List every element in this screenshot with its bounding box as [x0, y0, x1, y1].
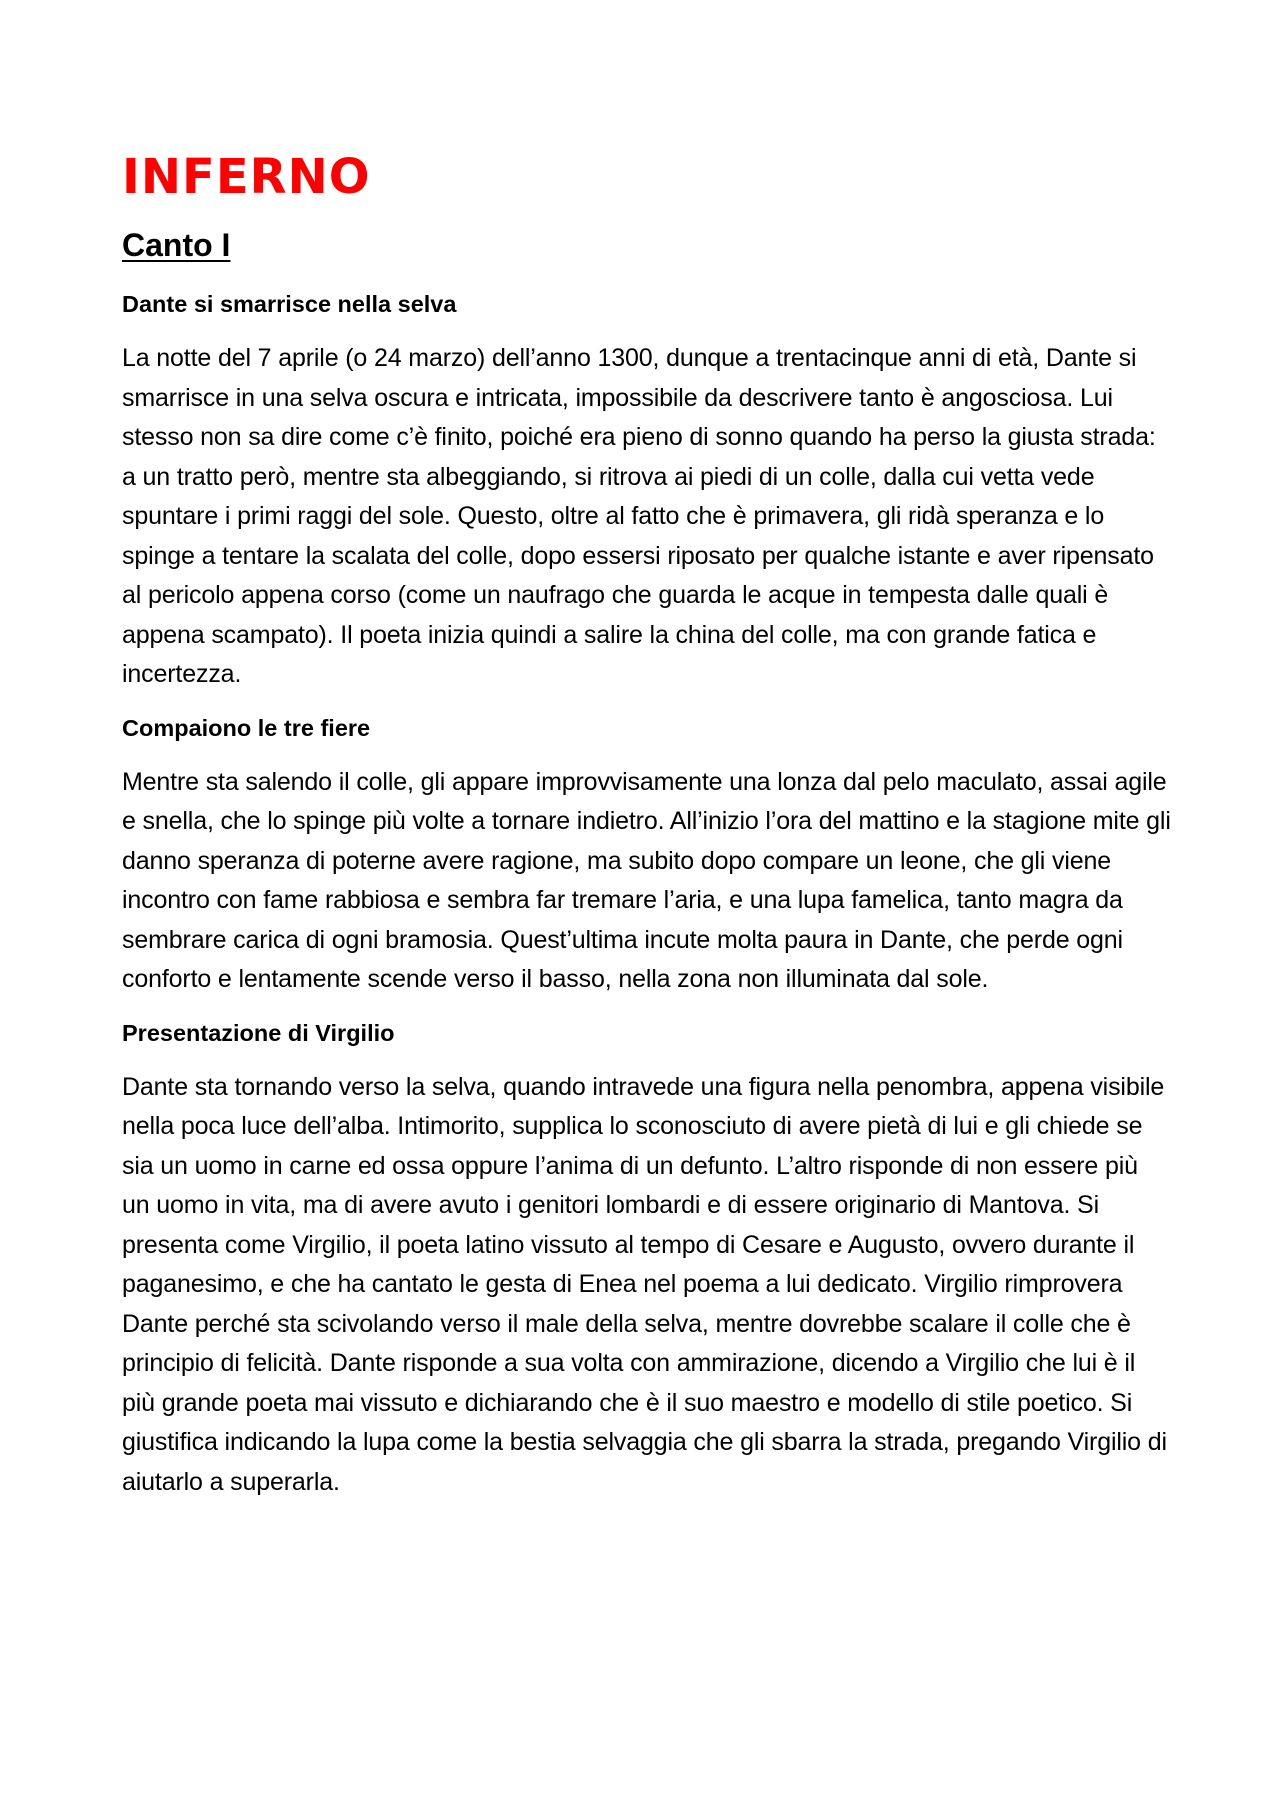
- section-heading-virgilio: Presentazione di Virgilio: [122, 1019, 395, 1046]
- section-heading-fiere: Compaiono le tre fiere: [122, 714, 371, 741]
- section-heading-selva: Dante si smarrisce nella selva: [122, 291, 457, 317]
- canto-heading: Canto I: [122, 227, 231, 263]
- section-paragraph-selva: La notte del 7 aprile (o 24 marzo) dell’anno 1300, dunque a trentacinque anni di età, Dante si smarrisce in una selva oscura e intricata, impossibile da descrivere tanto è angosciosa. Lui stesso non sa dire come c’è finito, poiché era pieno di sonno quando ha perso la giusta strada: a un tratto però, mentre sta albeggiando, si ritrova ai piedi di un colle, dalla cui vetta vede spuntare i primi raggi del sole. Questo, oltre al fatto che è primavera, gli ridà speranza e lo spinge a tentare la scalata del colle, dopo essersi riposato per qualche istante e aver ripensato al pericolo appena corso (come un naufrago che guarda le acque in tempesta dalle quali è appena scampato). Il poeta inizia quindi a salire la china del colle, ma con grande fatica e incertezza.: [122, 344, 1156, 688]
- document-title: INFERNO: [122, 149, 371, 205]
- section-paragraph-virgilio: Dante sta tornando verso la selva, quando intravede una figura nella penombra, appena visibile nella poca luce dell’alba. Intimorito, supplica lo sconosciuto di avere pietà di lui e gli chiede se sia un uomo in carne ed ossa oppure l’anima di un defunto. L’altro risponde di non essere più un uomo in vita, ma di avere avuto i genitori lombardi e di essere originario di Mantova. Si presenta come Virgilio, il poeta latino vissuto al tempo di Cesare e Augusto, ovvero durante il paganesimo, e che ha cantato le gesta di Enea nel poema a lui dedicato. Virgilio rimprovera Dante perché sta scivolando verso il male della selva, mentre dovrebbe scalare il colle che è principio di felicità. Dante risponde a sua volta con ammirazione, dicendo a Virgilio che lui è il più grande poeta mai vissuto e dichiarando che è il suo maestro e modello di stile poetico. Si giustifica indicando la lupa come la bestia selvaggia che gli sbarra la strada, pregando Virgilio di aiutarlo a superarla.: [122, 1072, 1167, 1496]
- document-page: [122, 140, 1172, 1502]
- section-paragraph-fiere: Mentre sta salendo il colle, gli appare improvvisamente una lonza dal pelo maculato, assai agile e snella, che lo spinge più volte a tornare indietro. All’inizio l’ora del mattino e la stagione mite gli danno speranza di poterne avere ragione, ma subito dopo compare un leone, che gli viene incontro con fame rabbiosa e sembra far tremare l’aria, e una lupa famelica, tanto magra da sembrare carica di ogni bramosia. Quest’ultima incute molta paura in Dante, che perde ogni conforto e lentamente scende verso il basso, nella zona non illuminata dal sole.: [122, 767, 1171, 993]
